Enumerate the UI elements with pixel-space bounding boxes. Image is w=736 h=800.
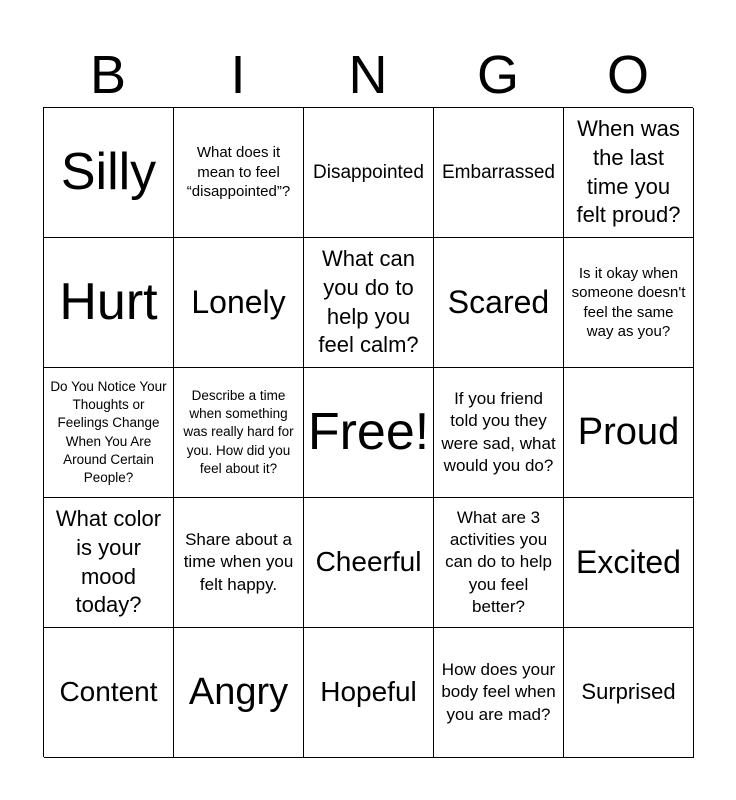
bingo-cell[interactable]: Describe a time when something was really hard for you. How did you feel about it? bbox=[174, 368, 304, 498]
bingo-cell[interactable]: Embarrassed bbox=[434, 108, 564, 238]
bingo-cell[interactable]: Excited bbox=[564, 498, 694, 628]
bingo-cell[interactable]: Hurt bbox=[44, 238, 174, 368]
bingo-cell[interactable]: Content bbox=[44, 628, 174, 758]
bingo-header bbox=[43, 42, 693, 108]
bingo-cell[interactable]: What color is your mood today? bbox=[44, 498, 174, 628]
bingo-cell[interactable]: Share about a time when you felt happy. bbox=[174, 498, 304, 628]
bingo-cell[interactable]: Cheerful bbox=[304, 498, 434, 628]
bingo-cell[interactable]: How does your body feel when you are mad? bbox=[434, 628, 564, 758]
bingo-cell[interactable]: Scared bbox=[434, 238, 564, 368]
bingo-cell[interactable]: What can you do to help you feel calm? bbox=[304, 238, 434, 368]
bingo-cell[interactable]: What are 3 activities you can do to help you feel better? bbox=[434, 498, 564, 628]
header-letter-i: I bbox=[230, 45, 246, 105]
bingo-cell[interactable]: Proud bbox=[564, 368, 694, 498]
bingo-cell[interactable]: Is it okay when someone doesn't feel the same way as you? bbox=[564, 238, 694, 368]
header-letter-o: O bbox=[606, 45, 649, 105]
header-letter-g: G bbox=[476, 45, 519, 105]
header-letter-b: B bbox=[89, 45, 127, 105]
bingo-cell[interactable]: Angry bbox=[174, 628, 304, 758]
bingo-cell[interactable]: If you friend told you they were sad, what would you do? bbox=[434, 368, 564, 498]
bingo-cell[interactable]: What does it mean to feel “disappointed”? bbox=[174, 108, 304, 238]
bingo-cell[interactable]: Disappointed bbox=[304, 108, 434, 238]
bingo-cell[interactable]: Lonely bbox=[174, 238, 304, 368]
header-letter-n: N bbox=[348, 45, 388, 105]
bingo-cell[interactable]: Surprised bbox=[564, 628, 694, 758]
bingo-cell[interactable]: When was the last time you felt proud? bbox=[564, 108, 694, 238]
bingo-cell[interactable]: Silly bbox=[44, 108, 174, 238]
bingo-cell[interactable]: Hopeful bbox=[304, 628, 434, 758]
free-space[interactable]: Free! bbox=[304, 368, 434, 498]
bingo-cell[interactable]: Do You Notice Your Thoughts or Feelings Change When You Are Around Certain People? bbox=[44, 368, 174, 498]
bingo-grid bbox=[43, 107, 693, 757]
